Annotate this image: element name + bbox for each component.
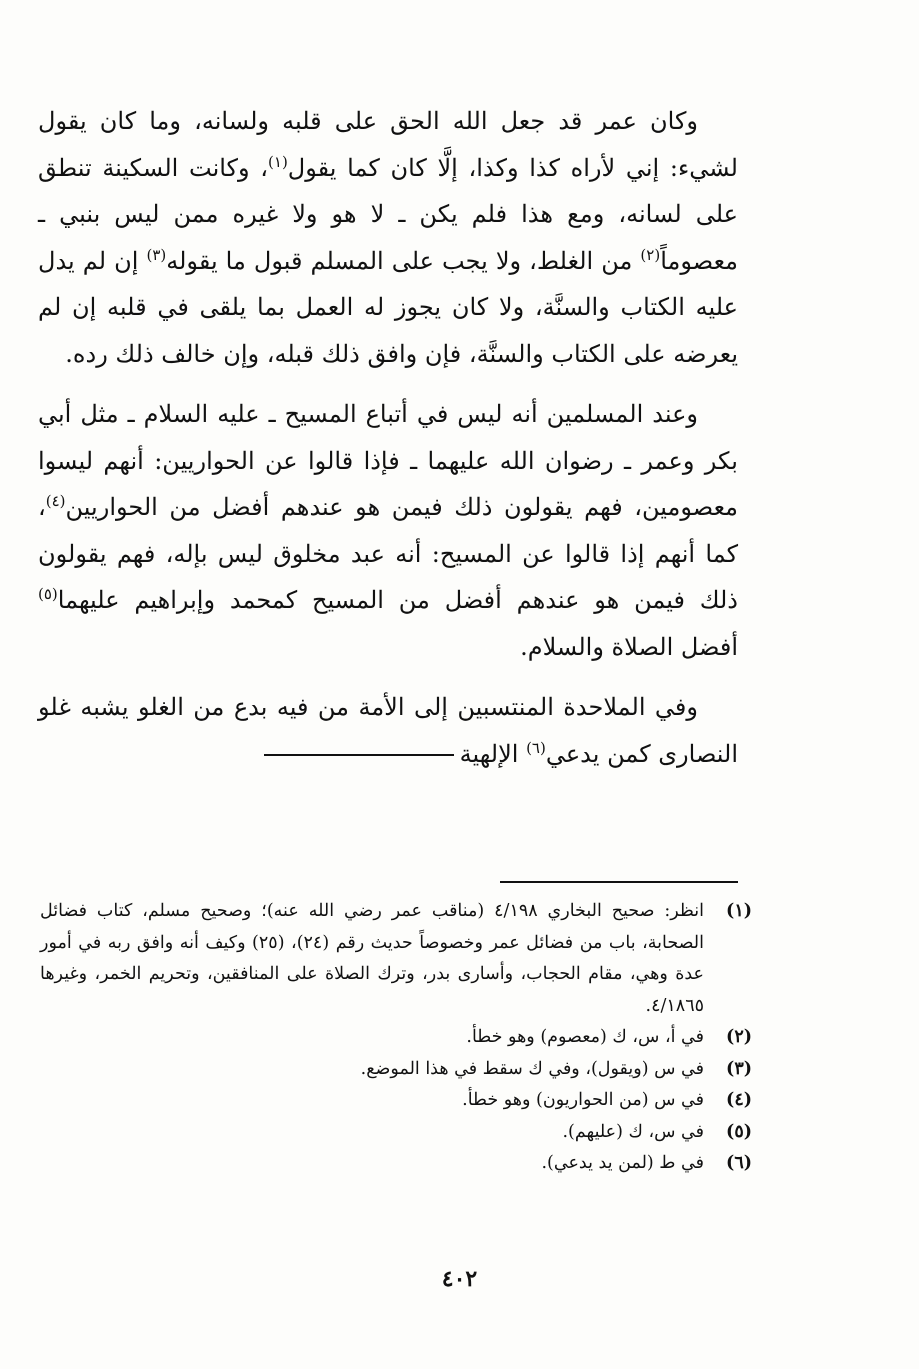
footnote-number: (٥) — [726, 1121, 752, 1142]
footnote-4 — [40, 1085, 752, 1117]
main-text — [38, 98, 738, 791]
paragraph-text: إن لم يدل عليه الكتاب والسنَّة، ولا كان يجوز له العمل بما يلقى في قلبه إن لم يعرضه على الكتاب والسنَّة، فإن وافق ذلك قبله، وإن خالف ذلك رده. — [38, 246, 738, 368]
paragraph-text: ، كما أنهم إذا قالوا عن المسيح: أنه عبد مخلوق ليس بإله، فهم يقولون ذلك فيمن هو عندهم أفضل من المسيح كمحمد وإبراهيم عليهما — [38, 493, 738, 614]
paragraph-1 — [38, 98, 738, 377]
footnote-text: في ط (لمن يد يدعي). — [541, 1153, 704, 1173]
footnote-ref: (٦) — [526, 738, 546, 757]
footnote-number: (٢) — [726, 1027, 752, 1047]
footnote-ref: (٥) — [38, 585, 58, 603]
paragraph-text: وفي الملاحدة المنتسبين إلى الأمة من فيه بدع من الغلو يشبه غلو النصارى كمن يدعي — [38, 693, 738, 768]
paragraph-text: ، وكانت السكينة تنطق على لسانه، ومع هذا فلم يكن ـ لا هو ولا غيره ممن ليس بنبي ـ معصوماً — [38, 153, 739, 275]
paragraph-3 — [38, 684, 738, 777]
footnote-ref: (٢) — [640, 245, 661, 264]
page-number: ٤٠٢ — [441, 1266, 478, 1292]
footnote-ref: (٣) — [146, 245, 167, 264]
footnote-2 — [40, 1022, 752, 1054]
paragraph-text: وعند المسلمين أنه ليس في أتباع المسيح ـ عليه السلام ـ مثل أبي بكر وعمر ـ رضوان الله عليهما ـ فإذا قالوا عن الحواريين: أنهم ليسوا معصومين، فهم يقولون ذلك فيمن هو عندهم أفضل من الحواريين — [38, 400, 738, 521]
footnote-text: في أ، س، ك (معصوم) وهو خطأ. — [466, 1027, 704, 1047]
footnote-ref: (٤) — [45, 492, 66, 510]
footnote-number: (٦) — [726, 1153, 752, 1173]
continuation-line — [264, 754, 454, 756]
paragraph-text: من الغلط، ولا يجب على المسلم قبول ما يقوله — [166, 246, 641, 275]
footnote-text: في س، ك (عليهم). — [562, 1121, 704, 1142]
paragraph-text: أفضل الصلاة والسلام. — [520, 632, 738, 661]
paragraph-text: وكان عمر قد جعل الله الحق على قلبه ولسانه، وما كان يقول لشيء: إني لأراه كذا وكذا، إلَّا كان كما يقول — [38, 107, 738, 182]
footnote-ref: (١) — [268, 152, 288, 171]
paragraph-text: الإلهية — [459, 739, 527, 768]
footnote-separator — [500, 881, 738, 883]
footnote-5 — [40, 1117, 752, 1149]
footnote-number: (٤) — [726, 1090, 752, 1110]
footnote-3 — [40, 1054, 752, 1086]
footnote-number: (١) — [726, 901, 752, 921]
footnote-text: في س (من الحواريون) وهو خطأ. — [462, 1090, 704, 1110]
paragraph-2 — [38, 391, 738, 670]
footnote-text: انظر: صحيح البخاري ٤/١٩٨ (مناقب عمر رضي الله عنه)؛ وصحيح مسلم، كتاب فضائل الصحابة، باب من فضائل عمر وخصوصاً حديث رقم (٢٤)، (٢٥) وكيف أنه وافق ربه في أمور عدة وهي، مقام الحجاب، وأسارى بدر، وترك الصلاة على المنافقين، وتحريم الخمر، وغيرها ٤/١٨٦٥. — [40, 901, 704, 1016]
footnote-number: (٣) — [726, 1058, 752, 1079]
footnote-text: في س (ويقول)، وفي ك سقط في هذا الموضع. — [360, 1058, 704, 1079]
footnotes — [40, 896, 752, 1180]
footnote-6 — [40, 1148, 752, 1180]
footnote-1 — [40, 896, 752, 1022]
